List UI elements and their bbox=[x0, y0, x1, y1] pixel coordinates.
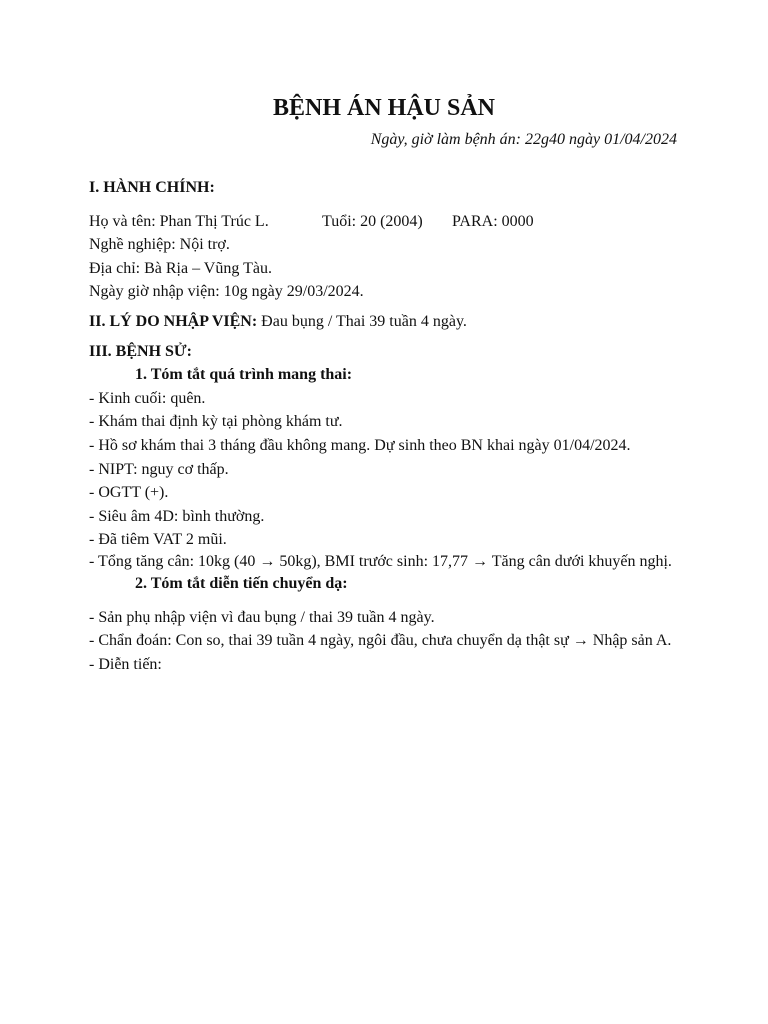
admission-reason-label: II. LÝ DO NHẬP VIỆN: bbox=[89, 312, 258, 330]
subheading-pregnancy-summary: 1. Tóm tắt quá trình mang thai: bbox=[135, 366, 353, 384]
list-item: - Đã tiêm VAT 2 mũi. bbox=[89, 531, 227, 549]
patient-address: Địa chỉ: Bà Rịa – Vũng Tàu. bbox=[89, 259, 272, 277]
patient-para: PARA: 0000 bbox=[452, 212, 534, 230]
list-item: - Hồ sơ khám thai 3 tháng đầu không mang. Dự sinh theo BN khai ngày 01/04/2024. bbox=[89, 436, 631, 454]
patient-occupation: Nghề nghiệp: Nội trợ. bbox=[89, 236, 230, 254]
list-item: - Diễn tiến: bbox=[89, 655, 162, 673]
admission-reason-text: Đau bụng / Thai 39 tuần 4 ngày. bbox=[257, 312, 467, 330]
list-item: - OGTT (+). bbox=[89, 484, 169, 502]
list-item: - Sản phụ nhập viện vì đau bụng / thai 39 tuần 4 ngày. bbox=[89, 608, 435, 626]
admission-datetime: Ngày giờ nhập viện: 10g ngày 29/03/2024. bbox=[89, 283, 364, 301]
record-datetime: Ngày, giờ làm bệnh án: 22g40 ngày 01/04/2024 bbox=[370, 131, 677, 148]
list-item: - Chẩn đoán: Con so, thai 39 tuần 4 ngày, ngôi đầu, chưa chuyển dạ thật sự → Nhập sản A. bbox=[89, 632, 672, 650]
list-item: - Siêu âm 4D: bình thường. bbox=[89, 507, 265, 525]
subheading-labor-summary: 2. Tóm tắt diễn tiến chuyển dạ: bbox=[135, 574, 348, 592]
patient-name: Họ và tên: Phan Thị Trúc L. bbox=[89, 212, 269, 230]
list-item: - Khám thai định kỳ tại phòng khám tư. bbox=[89, 413, 343, 431]
section-heading-history: III. BỆNH SỬ: bbox=[89, 342, 192, 360]
patient-info-row bbox=[89, 210, 678, 234]
section-heading-administrative: I. HÀNH CHÍNH: bbox=[89, 179, 215, 196]
page-title: BỆNH ÁN HẬU SẢN bbox=[272, 95, 496, 121]
list-item: - NIPT: nguy cơ thấp. bbox=[89, 460, 229, 478]
admission-reason bbox=[89, 310, 678, 334]
list-item: - Kinh cuối: quên. bbox=[89, 389, 206, 407]
document-body bbox=[89, 176, 678, 676]
patient-age: Tuổi: 20 (2004) bbox=[322, 212, 423, 230]
list-item: - Tổng tăng cân: 10kg (40 → 50kg), BMI trước sinh: 17,77 → Tăng cân dưới khuyến nghị. bbox=[89, 552, 672, 570]
